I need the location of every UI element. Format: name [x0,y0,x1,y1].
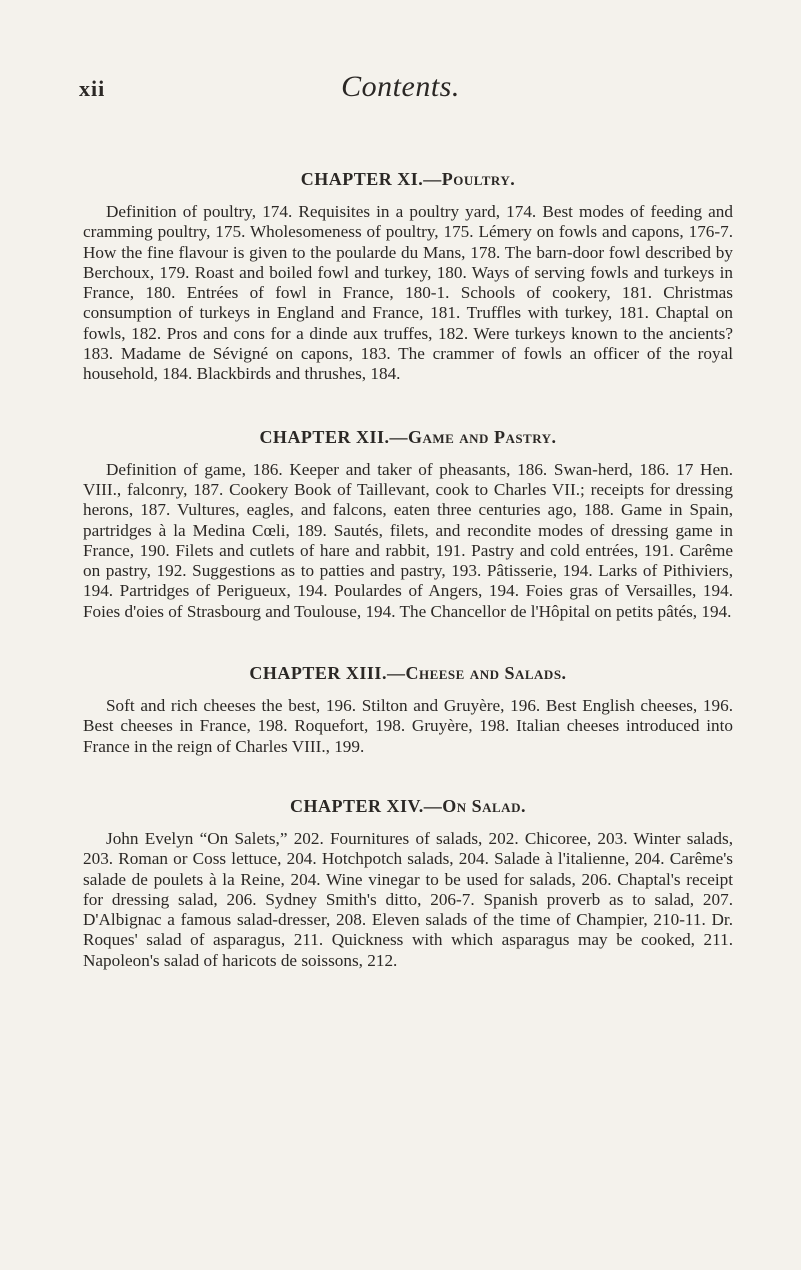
chapter-title: Game and Pastry. [407,426,557,447]
chapter-xii [83,426,733,622]
chapter-xiv [83,795,733,971]
running-title: Contents. [341,70,460,103]
chapter-number: CHAPTER XI. [300,169,424,189]
chapter-xi [83,168,733,385]
page-header [0,70,801,116]
chapter-number: CHAPTER XIV. [290,795,424,816]
chapter-title: On Salad. [442,795,526,816]
chapter-number: CHAPTER XIII. [249,663,387,684]
chapter-heading: CHAPTER XIV.—On Salad. [290,795,526,816]
chapter-title: Poultry. [441,169,516,189]
chapter-heading: CHAPTER XII.—Game and Pastry. [259,426,557,447]
chapter-xiii [83,662,733,757]
chapter-summary: Soft and rich cheeses the best, 196. Stilton and Gruyère, 196. Best English cheeses, 196. Best cheeses in France, 198. Roquefort, 198. Gruyère, 198. Italian cheeses introduced into France in the reign of Charles VIII., 199. [83,696,733,756]
chapter-summary: Definition of game, 186. Keeper and taker of pheasants, 186. Swan-herd, 186. 17 Hen. VIII., falconry, 187. Cookery Book of Taillevant, cook to Charles VII.; receipts for dressing herons, 187. Vultures, eagles, and falcons, eaten three centuries ago, 188. Game in Spain, partridges à la Medina Cœli, 189. Sautés, filets, and recondite modes of dressing game in France, 190. Filets and cutlets of hare and rabbit, 191. Pastry and cold entrées, 191. Carême on pastry, 192. Suggestions as to patties and pastry, 193. Pâtisserie, 194. Larks of Pithiviers, 194. Partridges of Perigueux, 194. Poulardes of Angers, 194. Foies gras of Versailles, 194. Foies d'oies of Strasbourg and Toulouse, 194. The Chancellor de l'Hôpital on petits pâtés, 194. [83,459,733,621]
contents-list [83,168,733,971]
chapter-summary: Definition of poultry, 174. Requisites in a poultry yard, 174. Best modes of feeding and cramming poultry, 175. Wholesomeness of poultry, 175. Lémery on fowls and capons, 176-7. How the fine flavour is given to the poularde du Mans, 178. The barn-door fowl described by Berchoux, 179. Roast and boiled fowl and turkey, 180. Ways of serving fowls and turkeys in France, 180. Entrées of fowl in France, 180-1. Schools of cookery, 181. Christmas consumption of turkeys in England and France, 181. Truffles with turkey, 181. Chaptal on fowls, 182. Pros and cons for a dinde aux truffes, 182. Were turkeys known to the ancients? 183. Madame de Sévigné on capons, 183. The crammer of fowls an officer of the royal household, 184. Blackbirds and thrushes, 184. [83,202,733,384]
chapter-heading: CHAPTER XIII.—Cheese and Salads. [249,663,567,684]
chapter-number: CHAPTER XII. [259,426,390,447]
chapter-summary: John Evelyn “On Salets,” 202. Fournitures of salads, 202. Chicoree, 203. Winter salads, 203. Roman or Coss lettuce, 204. Hotchpotch salads, 204. Salade à l'italienne, 204. Carême's salade de poulets à la Reine, 204. Wine vinegar to be used for salads, 206. Chaptal's receipt for dressing salad, 206. Sydney Smith's ditto, 206-7. Spanish proverb as to salad, 207. D'Albignac a famous salad-dresser, 208. Eleven salads of the time of Champier, 210-11. Dr. Roques' salad of asparagus, 211. Quickness with which asparagus may be cooked, 211. Napoleon's salad of haricots de soissons, 212. [83,828,733,970]
page-number: xii [79,76,106,101]
chapter-title: Cheese and Salads. [405,663,567,684]
chapter-heading: CHAPTER XI.—Poultry. [300,169,516,189]
